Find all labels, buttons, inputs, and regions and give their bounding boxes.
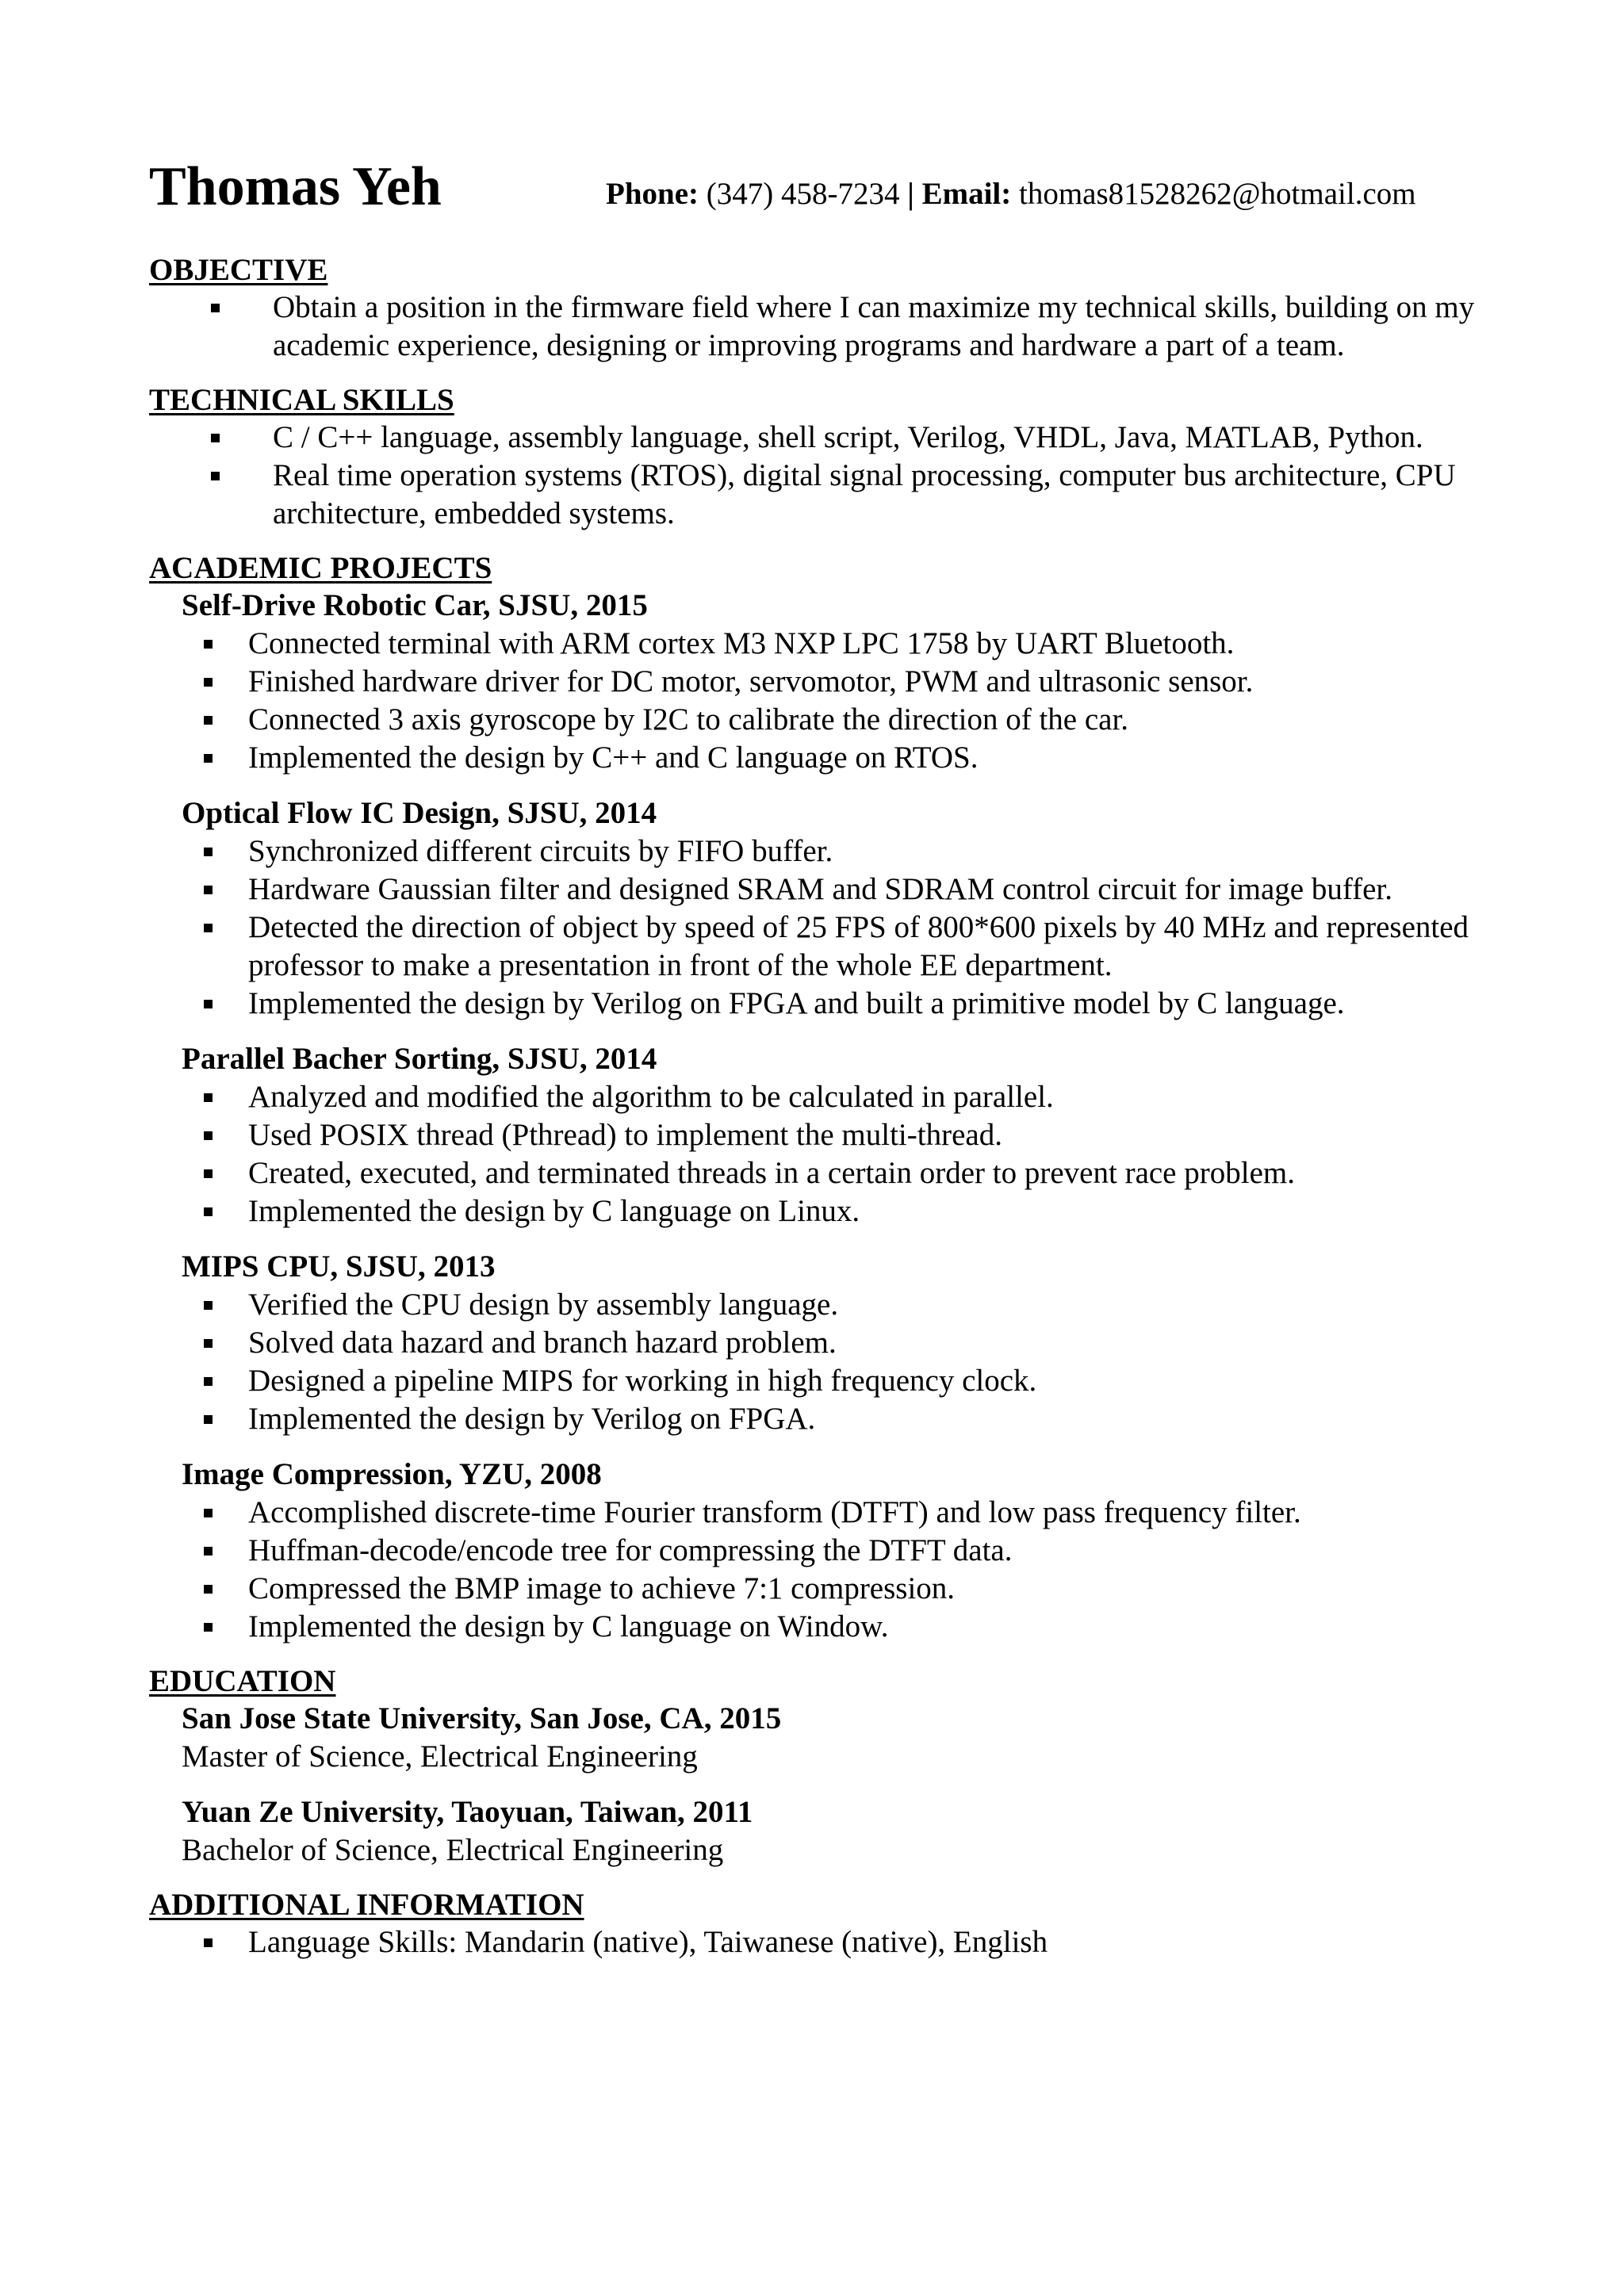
list-item: Hardware Gaussian filter and designed SRAM and SDRAM control circuit for image buffer. (149, 871, 1497, 909)
school-name: San Jose State University, San Jose, CA, 2015 (182, 1701, 782, 1735)
technical-skills-section (149, 382, 1497, 533)
academic-projects-section (149, 550, 1497, 1646)
list-item: Implemented the design by C language on Window. (149, 1608, 1497, 1646)
project-bacher-sorting (149, 1040, 1497, 1230)
education-entry (149, 1700, 1497, 1776)
candidate-name: Thomas Yeh (149, 156, 442, 217)
list-item: Implemented the design by C language on Linux. (149, 1192, 1497, 1230)
additional-information-list (149, 1923, 1497, 1961)
project-bullets (149, 1286, 1497, 1438)
phone-number: (347) 458-7234 (706, 177, 900, 211)
degree: Master of Science, Electrical Engineering (182, 1739, 698, 1774)
contact-separator: | (907, 177, 914, 211)
project-title: Image Compression, YZU, 2008 (182, 1457, 602, 1491)
objective-section (149, 252, 1497, 365)
objective-heading: OBJECTIVE (149, 253, 328, 287)
list-item: Analyzed and modified the algorithm to be calculated in parallel. (149, 1078, 1497, 1116)
list-item: Obtain a position in the firmware field where I can maximize my technical skills, building on my academic experience, designing or improving programs and hardware a part of a team. (149, 289, 1497, 365)
project-image-compression (149, 1456, 1497, 1646)
contact-line (606, 176, 1416, 212)
project-bullets (149, 1494, 1497, 1646)
project-title: Optical Flow IC Design, SJSU, 2014 (182, 796, 657, 830)
list-item: Used POSIX thread (Pthread) to implement the multi-thread. (149, 1116, 1497, 1154)
additional-information-section (149, 1887, 1497, 1961)
resume-body (149, 252, 1497, 1979)
project-optical-flow (149, 794, 1497, 1023)
list-item: Accomplished discrete-time Fourier transform (DTFT) and low pass frequency filter. (149, 1494, 1497, 1532)
email-address: thomas81528262@hotmail.com (1018, 177, 1416, 211)
list-item: Huffman-decode/encode tree for compressing the DTFT data. (149, 1532, 1497, 1570)
project-mips-cpu (149, 1248, 1497, 1438)
project-title: Parallel Bacher Sorting, SJSU, 2014 (182, 1042, 657, 1076)
list-item: Detected the direction of object by speed of 25 FPS of 800*600 pixels by 40 MHz and represented professor to make a presentation in front of the whole EE department. (149, 909, 1497, 985)
project-title: Self-Drive Robotic Car, SJSU, 2015 (182, 588, 648, 622)
additional-information-heading: ADDITIONAL INFORMATION (149, 1888, 584, 1922)
list-item: Verified the CPU design by assembly language. (149, 1286, 1497, 1324)
technical-skills-heading: TECHNICAL SKILLS (149, 383, 454, 417)
project-bullets (149, 625, 1497, 777)
resume-header (149, 155, 1497, 219)
education-entry (149, 1793, 1497, 1869)
list-item: Compressed the BMP image to achieve 7:1 compression. (149, 1570, 1497, 1608)
school-name: Yuan Ze University, Taoyuan, Taiwan, 2011 (182, 1795, 753, 1829)
phone-label: Phone: (606, 177, 699, 211)
education-section (149, 1663, 1497, 1869)
list-item: C / C++ language, assembly language, shell script, Verilog, VHDL, Java, MATLAB, Python. (149, 419, 1497, 457)
list-item: Synchronized different circuits by FIFO buffer. (149, 832, 1497, 871)
degree: Bachelor of Science, Electrical Engineering (182, 1833, 724, 1867)
project-self-drive-car (149, 587, 1497, 777)
list-item: Language Skills: Mandarin (native), Taiwanese (native), English (149, 1923, 1497, 1961)
education-heading: EDUCATION (149, 1664, 336, 1698)
email-label: Email: (921, 177, 1012, 211)
list-item: Designed a pipeline MIPS for working in high frequency clock. (149, 1362, 1497, 1400)
list-item: Implemented the design by Verilog on FPGA and built a primitive model by C language. (149, 985, 1497, 1023)
list-item: Implemented the design by Verilog on FPGA. (149, 1400, 1497, 1438)
list-item: Real time operation systems (RTOS), digital signal processing, computer bus architecture, CPU architecture, embedded systems. (149, 457, 1497, 533)
list-item: Connected terminal with ARM cortex M3 NXP LPC 1758 by UART Bluetooth. (149, 625, 1497, 663)
list-item: Implemented the design by C++ and C language on RTOS. (149, 739, 1497, 777)
list-item: Created, executed, and terminated threads in a certain order to prevent race problem. (149, 1154, 1497, 1192)
objective-list (149, 289, 1497, 365)
project-bullets (149, 1078, 1497, 1230)
list-item: Solved data hazard and branch hazard problem. (149, 1324, 1497, 1362)
technical-skills-list (149, 419, 1497, 533)
project-bullets (149, 832, 1497, 1023)
academic-projects-heading: ACADEMIC PROJECTS (149, 551, 492, 585)
list-item: Connected 3 axis gyroscope by I2C to calibrate the direction of the car. (149, 701, 1497, 739)
project-title: MIPS CPU, SJSU, 2013 (182, 1249, 496, 1284)
list-item: Finished hardware driver for DC motor, servomotor, PWM and ultrasonic sensor. (149, 663, 1497, 701)
